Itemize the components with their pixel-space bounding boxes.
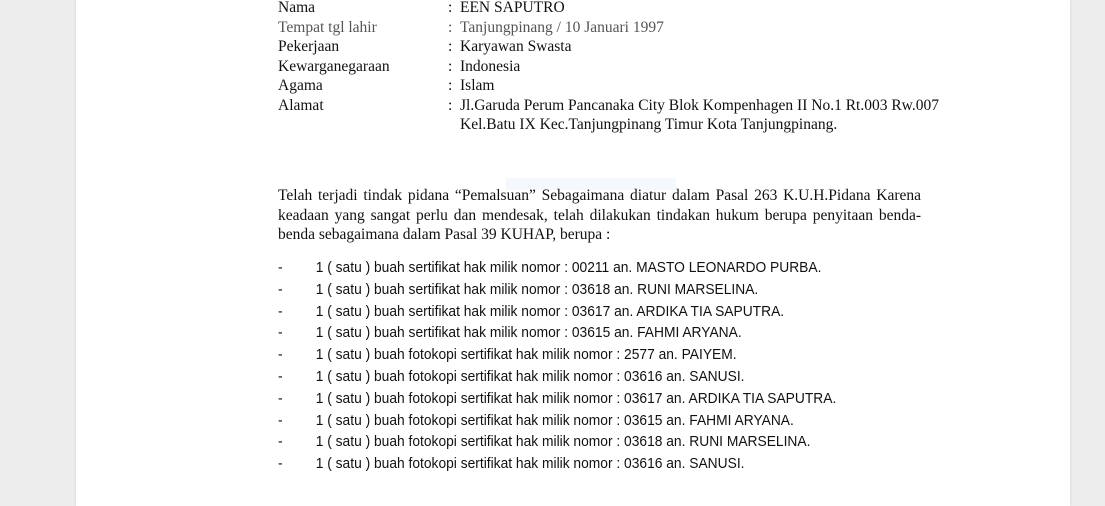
list-bullet: - bbox=[278, 411, 283, 429]
list-item-text: 1 ( satu ) buah fotokopi sertifikat hak milik nomor : 2577 an. PAIYEM. bbox=[315, 346, 737, 364]
identity-label: Agama bbox=[278, 77, 323, 94]
list-bullet: - bbox=[278, 324, 283, 342]
list-item bbox=[278, 257, 922, 279]
identity-value: Islam bbox=[460, 77, 495, 94]
list-item-text: 1 ( satu ) buah sertifikat hak milik nomor : 03615 an. FAHMI ARYANA. bbox=[315, 324, 742, 342]
identity-value: Jl.Garuda Perum Pancanaka City Blok Kompenhagen II No.1 Rt.003 Rw.007 Kel.Batu IX Kec.Tanjungpinang Timur Kota Tanjungpinang. bbox=[460, 96, 939, 133]
identity-colon: : bbox=[448, 96, 453, 114]
list-item-text: 1 ( satu ) buah sertifikat hak milik nomor : 03618 an. RUNI MARSELINA. bbox=[315, 280, 759, 298]
list-item bbox=[278, 279, 922, 301]
list-item bbox=[278, 388, 922, 410]
list-bullet: - bbox=[278, 302, 283, 320]
identity-colon: : bbox=[448, 38, 453, 55]
list-item bbox=[278, 301, 922, 323]
list-item bbox=[278, 453, 922, 475]
identity-colon: : bbox=[448, 57, 453, 75]
identity-label: Kewarganegaraan bbox=[278, 57, 390, 75]
list-item-text: 1 ( satu ) buah fotokopi sertifikat hak milik nomor : 03616 an. SANUSI. bbox=[315, 367, 745, 385]
list-bullet: - bbox=[278, 433, 283, 451]
identity-label: Pekerjaan bbox=[278, 38, 340, 55]
identity-label: Tempat tgl lahir bbox=[278, 18, 377, 36]
identity-section bbox=[278, 0, 978, 135]
identity-value: Tanjungpinang / 10 Januari 1997 bbox=[460, 18, 664, 36]
identity-colon: : bbox=[448, 0, 453, 16]
list-item bbox=[278, 322, 922, 344]
identity-value: Indonesia bbox=[460, 57, 521, 75]
list-item-text: 1 ( satu ) buah sertifikat hak milik nomor : 00211 an. MASTO LEONARDO PURBA. bbox=[315, 259, 822, 276]
list-item-text: 1 ( satu ) buah fotokopi sertifikat hak milik nomor : 03617 an. ARDIKA TIA SAPUTRA. bbox=[315, 389, 837, 407]
identity-row-alamat bbox=[278, 96, 978, 135]
identity-row-nama bbox=[278, 0, 978, 18]
list-item bbox=[278, 431, 922, 453]
identity-value: Karyawan Swasta bbox=[460, 38, 572, 55]
list-item-text: 1 ( satu ) buah fotokopi sertifikat hak milik nomor : 03618 an. RUNI MARSELINA. bbox=[315, 433, 811, 451]
identity-colon: : bbox=[448, 18, 453, 36]
seized-items-list bbox=[278, 257, 922, 475]
list-bullet: - bbox=[278, 389, 283, 407]
list-bullet: - bbox=[278, 259, 283, 276]
identity-row-tempat-tgl-lahir bbox=[278, 18, 978, 38]
identity-colon: : bbox=[448, 77, 453, 94]
identity-row-pekerjaan bbox=[278, 37, 978, 57]
identity-label: Nama bbox=[278, 0, 316, 16]
identity-value: EEN SAPUTRO bbox=[460, 0, 565, 16]
list-bullet: - bbox=[278, 346, 283, 364]
identity-label: Alamat bbox=[278, 96, 324, 114]
list-item-text: 1 ( satu ) buah fotokopi sertifikat hak milik nomor : 03615 an. FAHMI ARYANA. bbox=[315, 411, 794, 429]
list-item bbox=[278, 410, 922, 432]
identity-row-agama bbox=[278, 76, 978, 96]
list-item-text: 1 ( satu ) buah fotokopi sertifikat hak milik nomor : 03616 an. SANUSI. bbox=[315, 455, 745, 473]
identity-row-kewarganegaraan bbox=[278, 57, 978, 77]
document-page bbox=[76, 0, 1070, 506]
list-item bbox=[278, 366, 922, 388]
list-bullet: - bbox=[278, 367, 283, 385]
list-item bbox=[278, 344, 922, 366]
list-bullet: - bbox=[278, 455, 283, 473]
list-bullet: - bbox=[278, 280, 283, 298]
offense-paragraph: Telah terjadi tindak pidana “Pemalsuan” Sebagaimana diatur dalam Pasal 263 K.U.H.Pidana Karena keadaan yang sangat perlu dan mendesak, telah dilakukan tindakan hukum berupa penyitaan benda-benda sebagaimana dalam Pasal 39 KUHAP, berupa : bbox=[278, 187, 921, 243]
list-item-text: 1 ( satu ) buah sertifikat hak milik nomor : 03617 an. ARDIKA TIA SAPUTRA. bbox=[315, 302, 785, 320]
